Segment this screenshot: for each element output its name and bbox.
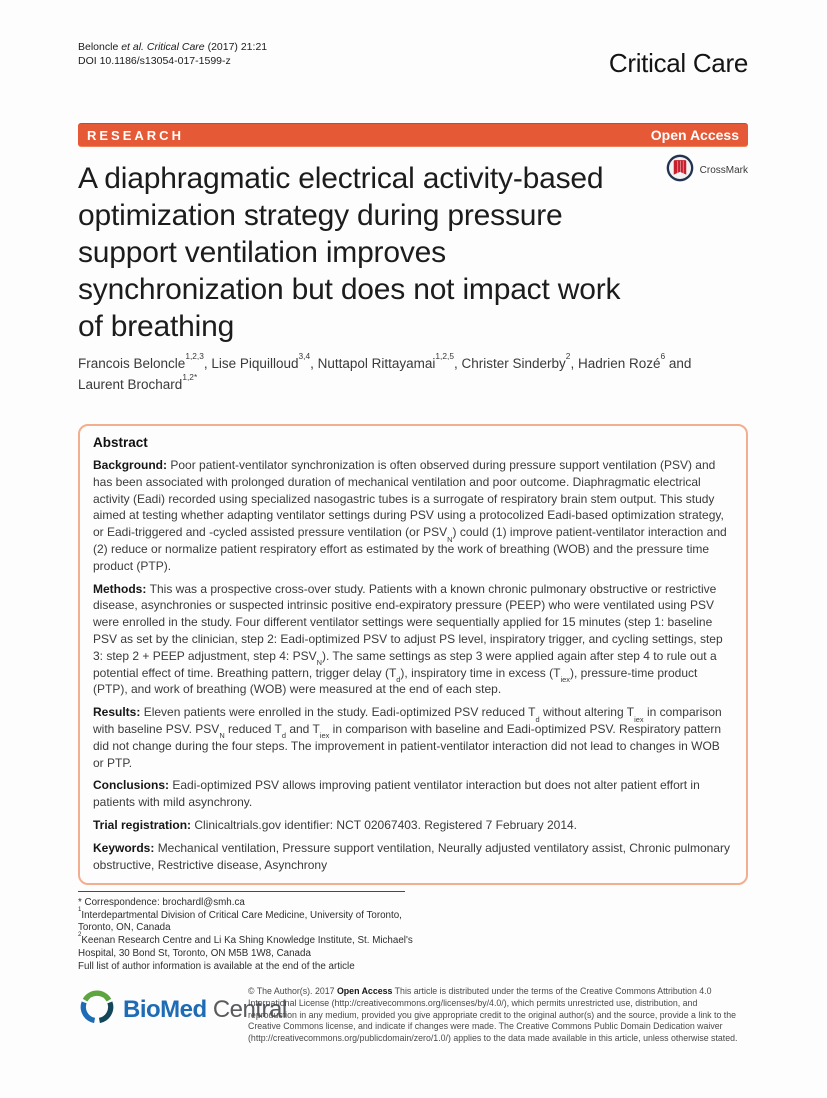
correspondence-line bbox=[78, 897, 413, 910]
doi-line: DOI 10.1186/s13054-017-1599-z bbox=[78, 55, 231, 67]
affiliation-1: $^1$Interdepartmental Division of Critical Care Medicine, University of Toronto, Toronto, ON, Canada bbox=[78, 906, 402, 934]
citation-line: Beloncle et al. Critical Care (2017) 21:21 bbox=[78, 41, 268, 53]
article-title bbox=[78, 160, 718, 345]
title-line: optimization strategy during pressure bbox=[78, 199, 563, 232]
abstract-methods: Methods: This was a prospective cross-over study. Patients with a known chronic pulmonary obstructive or restrictive disease, asynchronies or suspected intrinsic positive end-expiratory pressure (PEEP) who were ventilated using PSV were enrolled in the study. Four different ventilator settings were sequentially applied for 15 minutes (step 1: baseline PSV as set by the clinician, step 2: Eadi-optimized PSV to adjust PS level, inspiratory trigger, and cycling settings, step 3: step 2 + PEEP adjustment, step 4: $PSV_N$). The same settings as step 3 were applied again after step 4 to rule out a potential effect of time. Breathing pattern, trigger delay $(T_d)$, inspiratory time in excess $(T_{iex})$, pressure-time product (PTP), and work of breathing (WOB) were measured at the end of each step. bbox=[93, 581, 723, 697]
abstract-trial-registration: Trial registration: Clinicaltrials.gov identifier: NCT 02067403. Registered 7 February 2014. bbox=[93, 817, 578, 832]
abstract-keywords: Keywords: Mechanical ventilation, Pressure support ventilation, Neurally adjusted ventilatory assist, Chronic pulmonary obstructive, Restrictive disease, Asynchrony bbox=[93, 840, 730, 872]
header-citation bbox=[78, 40, 267, 68]
affiliation-2: $^2$Keenan Research Centre and Li Ka Shing Knowledge Institute, St. Michael's Hospital, 30 Bond St, Toronto, ON M5B 1W8, Canada bbox=[78, 932, 413, 959]
full-list-note: Full list of author information is available at the end of the article bbox=[78, 960, 355, 972]
title-line: support ventilation improves bbox=[78, 236, 446, 269]
title-line: of breathing bbox=[78, 310, 235, 343]
banner-open-access-label: Open Access bbox=[650, 127, 739, 143]
footnotes-block bbox=[78, 897, 413, 973]
title-line: synchronization but does not impact work bbox=[78, 273, 621, 306]
biomed-central-icon bbox=[78, 988, 116, 1031]
banner-research-label: RESEARCH bbox=[87, 127, 184, 143]
research-banner bbox=[78, 123, 748, 147]
abstract-results: Results: Eleven patients were enrolled in the study. Eadi-optimized PSV reduced $T_d$ without altering $T_{iex}$ in comparison with baseline PSV. $PSV_N$ reduced $T_d$ and $T_{iex}$ in comparison with baseline and Eadi-optimized PSV. Respiratory pattern did not change during the four steps. The improvement in patient-ventilator interaction did not lead to changes in WOB or PTP. bbox=[93, 705, 722, 770]
copyright-notice: © The Author(s). 2017 Open Access This article is distributed under the terms of the Creative Commons Attribution 4.0 International License (http://creativecommons.org/licenses/by/4.0/), which permits unrestricted use, distribution, and reproduction in any medium, provided you give appropriate credit to the original author(s) and the source, provide a link to the Creative Commons license, and indicate if changes were made. The Creative Commons Public Domain Dedication waiver (http://creativecommons.org/publicdomain/zero/1.0/) applies to the data made available in this article, unless otherwise stated. bbox=[248, 986, 738, 1044]
crossmark-label: CrossMark bbox=[699, 165, 748, 176]
correspondence-email[interactable]: brochardl@smh.ca bbox=[162, 897, 245, 908]
title-line: A diaphragmatic electrical activity-based bbox=[78, 162, 604, 195]
abstract-panel bbox=[78, 424, 748, 885]
abstract-conclusions: Conclusions: Eadi-optimized PSV allows improving patient ventilator interaction but does not alter patient effort in patients with mild asynchrony. bbox=[93, 778, 700, 810]
footnote-divider bbox=[78, 891, 405, 892]
correspondence-label: * Correspondence: bbox=[78, 897, 163, 908]
central-word: Central bbox=[212, 995, 287, 1023]
abstract-heading: Abstract bbox=[93, 435, 148, 450]
author-list: Francois Beloncle$^{1,2,3}$, Lise Piquilloud$^{3,4}$, Nuttapol Rittayamai$^{1,2,5}$, Christer Sinderby$^2$, Hadrien Rozé$^6$ and Laurent Brochard$^{1,2*}$ bbox=[78, 350, 692, 392]
abstract-background: Background: Poor patient-ventilator synchronization is often observed during pressure support ventilation (PSV) and has been associated with prolonged duration of mechanical ventilation and poor outcome. Diaphragmatic electrical activity (Eadi) recorded using specialized nasogastric tubes is a surrogate of respiratory brain stem output. This study aimed at testing whether adapting ventilator settings during PSV using a protocolized Eadi-based optimization strategy, or Eadi-triggered and -cycled assisted pressure ventilation (or $PSV_N$) could (1) improve patient-ventilator interaction and (2) reduce or normalize patient respiratory effort as estimated by the work of breathing (WOB) and the pressure time product (PTP). bbox=[93, 458, 727, 573]
biomed-word: BioMed bbox=[123, 995, 207, 1023]
journal-logo: Critical Care bbox=[608, 48, 748, 78]
